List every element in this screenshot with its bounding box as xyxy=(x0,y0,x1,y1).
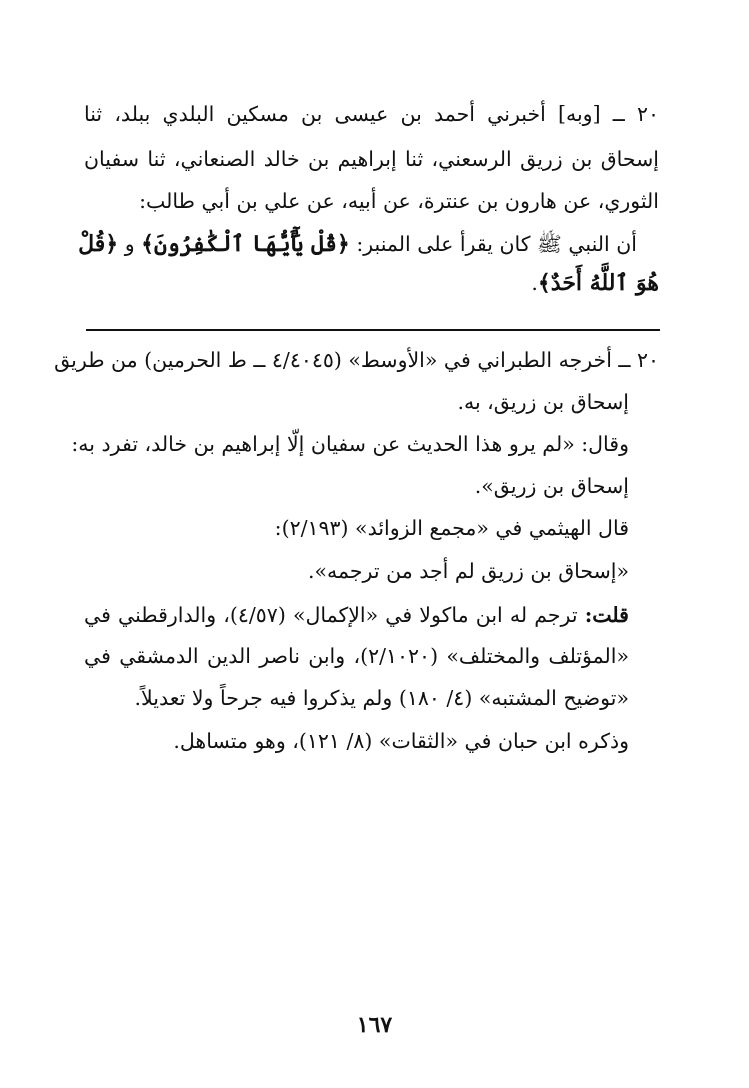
footnote-line-4: إسحاق بن زريق». xyxy=(474,474,629,498)
footnote-line-7 xyxy=(84,600,629,632)
main-text-line-2: إسحاق بن زريق الرسعني، ثنا إبراهيم بن خالد الصنعاني، ثنا سفيان xyxy=(84,147,659,171)
quran-verse-kafirun: ﴿قُلْ يَٰٓأَيُّهَا ٱلْكَٰفِرُونَ﴾ xyxy=(141,231,350,257)
footnote-line-6: «إسحاق بن زريق لم أجد من ترجمه». xyxy=(307,559,629,583)
footnote-line-9: «توضيح المشتبه» (٤/ ١٨٠) ولم يذكروا فيه جرحاً ولا تعديلاً. xyxy=(134,686,629,710)
footnote-line-2: إسحاق بن زريق، به. xyxy=(457,390,629,414)
footnote-line-5: قال الهيثمي في «مجمع الزوائد» (٢/١٩٣): xyxy=(274,516,629,540)
main-text-line-1: ٢٠ ــ [وبه] أخبرني أحمد بن عيسى بن مسكين البلدي ببلد، ثنا xyxy=(84,102,659,126)
footnote-line-3: وقال: «لم يرو هذا الحديث عن سفيان إلّا إبراهيم بن خالد، تفرد به: xyxy=(71,432,629,456)
main-text-line-4 xyxy=(78,229,637,261)
note-label-rest: ترجم له ابن ماكولا في «الإكمال» (٤/٥٧)، والدارقطني في xyxy=(84,603,578,627)
footnote-line-1: ٢٠ ــ أخرجه الطبراني في «الأوسط» (٤/٤٠٤٥ ــ ط الحرمين) من طريق xyxy=(54,348,659,372)
conjunction-text: و xyxy=(124,232,135,256)
sentence-end-dot: . xyxy=(531,271,538,295)
main-text-line-3: الثوري، عن هارون بن عنترة، عن أبيه، عن علي بن أبي طالب: xyxy=(139,189,659,213)
footnote-separator-rule xyxy=(86,329,660,331)
main-text-line-5 xyxy=(84,268,659,300)
page-number: ١٦٧ xyxy=(356,1012,393,1038)
quran-verse-ikhlas-end: هُوَ ٱللَّهُ أَحَدٌ﴾ xyxy=(537,270,659,296)
note-label: قلت: xyxy=(584,603,629,627)
footnote-line-10: وذكره ابن حبان في «الثقات» (٨/ ١٢١)، وهو متساهل. xyxy=(173,729,629,753)
footnote-line-8: «المؤتلف والمختلف» (٢/١٠٢٠)، وابن ناصر الدين الدمشقي في xyxy=(84,644,629,668)
quran-verse-ikhlas-start: ﴿قُلْ xyxy=(78,231,119,257)
quran-intro-text: أن النبي ﷺ كان يقرأ على المنبر: xyxy=(356,232,637,256)
